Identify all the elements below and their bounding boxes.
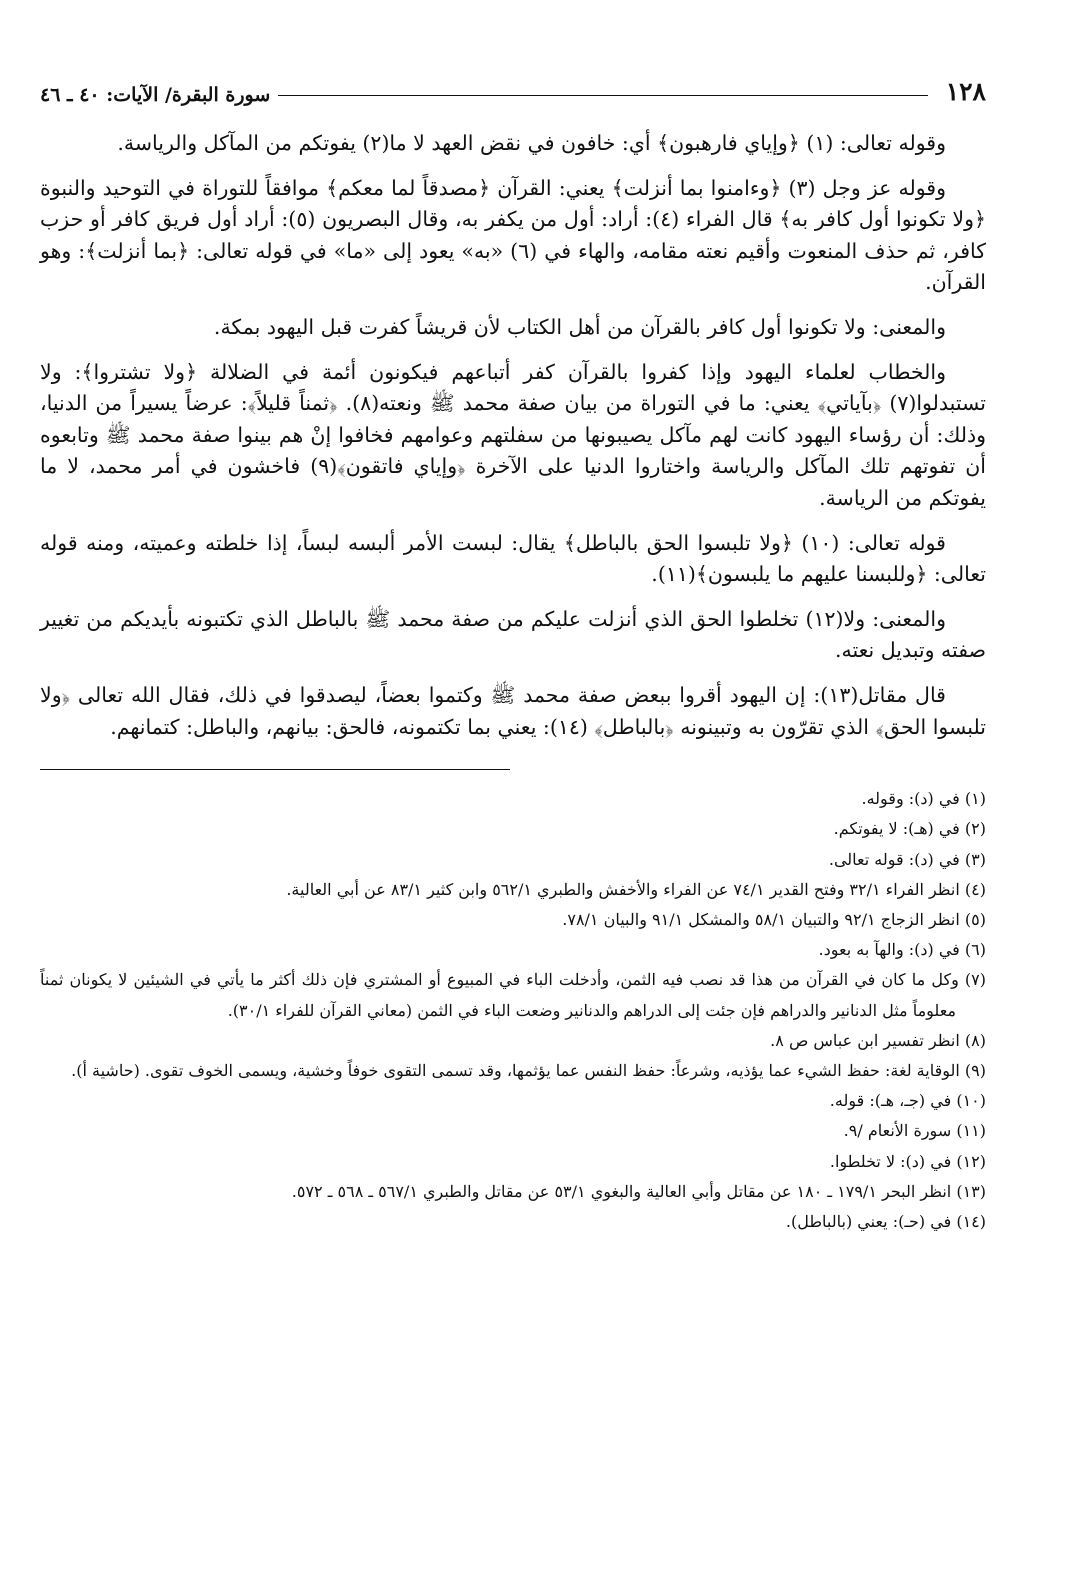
footnote-separator [40, 769, 510, 770]
footnote: (١١) سورة الأنعام /٩. [843, 1121, 986, 1141]
footnote: (١٣) انظر البحر ١٧٩/١ ـ ١٨٠ عن مقاتل وأبي العالية والبغوي ٥٣/١ عن مقاتل والطبري ٥٦٧/١ ـ ٥٦٨ ـ ٥٧٢. [291, 1181, 986, 1201]
paragraph: والمعنى: ولا تكونوا أول كافر بالقرآن من أهل الكتاب لأن قريشاً كفرت قبل اليهود بمكة. [213, 314, 946, 339]
footnote: (٧) وكل ما كان في القرآن من هذا قد نصب فيه الثمن، وأدخلت الباء في المبيوع أو المشتري فإن ذلك أكثر ما يأتي في الشيئين لا يكونان ثمناً معلوماً مثل الدنانير والدراهم فإن جئت إلى الدراهم والدنانير وضعت الباء في الثمن (معاني القرآن للفراء ٣٠/١). [40, 970, 986, 1020]
footnote: (٥) انظر الزجاج ٩٢/١ والتبيان ٥٨/١ والمشكل ٩١/١ والبيان ٧٨/١. [562, 909, 986, 929]
paragraph: وقوله عز وجل (٣) ﴿وءامنوا بما أنزلت﴾ يعني: القرآن ﴿مصدقاً لما معكم﴾ موافقاً للتوراة في التوحيد والنبوة ﴿ولا تكونوا أول كافر به﴾ قال الفراء (٤): أراد: أول من يكفر به، وقال البصريون (٥): أراد أول فريق كافر أو حزب كافر، ثم حذف المنعوت وأقيم نعته مقامه، والهاء في (٦) «به» يعود إلى «ما» في قوله تعالى: ﴿بما أنزلت﴾: وهو القرآن. [40, 175, 986, 295]
running-head: سورة البقرة/ الآيات: ٤٠ ـ ٤٦ [40, 84, 271, 106]
paragraph: قال مقاتل(١٣): إن اليهود أقروا ببعض صفة محمد ﷺ وكتموا بعضاً، ليصدقوا في ذلك، فقال الله تعالى ﴿ولا تلبسوا الحق﴾ الذي تقرّون به وتبينونه ﴿بالباطل﴾ (١٤): يعني بما تكتمونه، فالحق: بيانهم، والباطل: كتمانهم. [40, 682, 986, 739]
header-rule [278, 95, 927, 96]
paragraph: قوله تعالى: (١٠) ﴿ولا تلبسوا الحق بالباطل﴾ يقال: لبست الأمر ألبسه لبساً، إذا خلطته وعميته، ومنه قوله تعالى: ﴿وللبسنا عليهم ما يلبسون﴾(١١). [40, 530, 986, 587]
footnote: (١٠) في (جـ، هـ): قوله. [829, 1091, 986, 1111]
footnote: (٩) الوقاية لغة: حفظ الشيء عما يؤذيه، وشرعاً: حفظ النفس عما يؤثمها، وقد تسمى التقوى خوفاً وخشية، ويسمى الخوف تقوى. (حاشية أ). [71, 1060, 986, 1080]
footnote: (٢) في (هـ): لا يفوتكم. [833, 819, 986, 839]
footnote: (١٤) في (حـ): يعني (بالباطل). [785, 1211, 986, 1231]
footnote: (٤) انظر الفراء ٣٢/١ وفتح القدير ٧٤/١ عن الفراء والأخفش والطبري ٥٦٢/١ وابن كثير ٨٣/١ عن أبي العالية. [286, 879, 986, 899]
paragraph: والمعنى: ولا(١٢) تخلطوا الحق الذي أنزلت عليكم من صفة محمد ﷺ بالباطل الذي تكتبونه بأيديكم من تغيير صفته وتبديل نعته. [40, 606, 986, 663]
page-header [40, 62, 986, 106]
footnote: (٦) في (د): والهآ به بعود. [818, 940, 986, 960]
main-text [40, 128, 986, 743]
footnote: (٣) في (د): قوله تعالى. [828, 849, 986, 869]
page-number: ١٢٨ [945, 77, 986, 106]
paragraph: والخطاب لعلماء اليهود وإذا كفروا بالقرآن كفر أتباعهم فيكونون أئمة في الضلالة ﴿ولا تشتروا﴾: ولا تستبدلوا(٧) ﴿بآياتي﴾ يعني: ما في التوراة من بيان صفة محمد ﷺ ونعته(٨). ﴿ثمناً قليلاً﴾: عرضاً يسيراً من الدنيا، وذلك: أن رؤساء اليهود كانت لهم مآكل يصيبونها من سفلتهم وعوامهم فخافوا إنْ هم بينوا صفة محمد ﷺ وتابعوه أن تفوتهم تلك المآكل والرياسة واختاروا الدنيا على الآخرة ﴿وإياي فاتقون﴾(٩) فاخشون في أمر محمد، لا ما يفوتكم من الرياسة. [40, 359, 987, 510]
footnotes [40, 784, 986, 1237]
footnote: (١) في (د): وقوله. [861, 789, 986, 809]
footnote: (١٢) في (د): لا تخلطوا. [829, 1151, 986, 1171]
paragraph: وقوله تعالى: (١) ﴿وإياي فارهبون﴾ أي: خافون في نقض العهد لا ما(٢) يفوتكم من المآكل والرياسة. [117, 131, 946, 155]
footnote: (٨) انظر تفسير ابن عباس ص ٨. [770, 1030, 986, 1050]
